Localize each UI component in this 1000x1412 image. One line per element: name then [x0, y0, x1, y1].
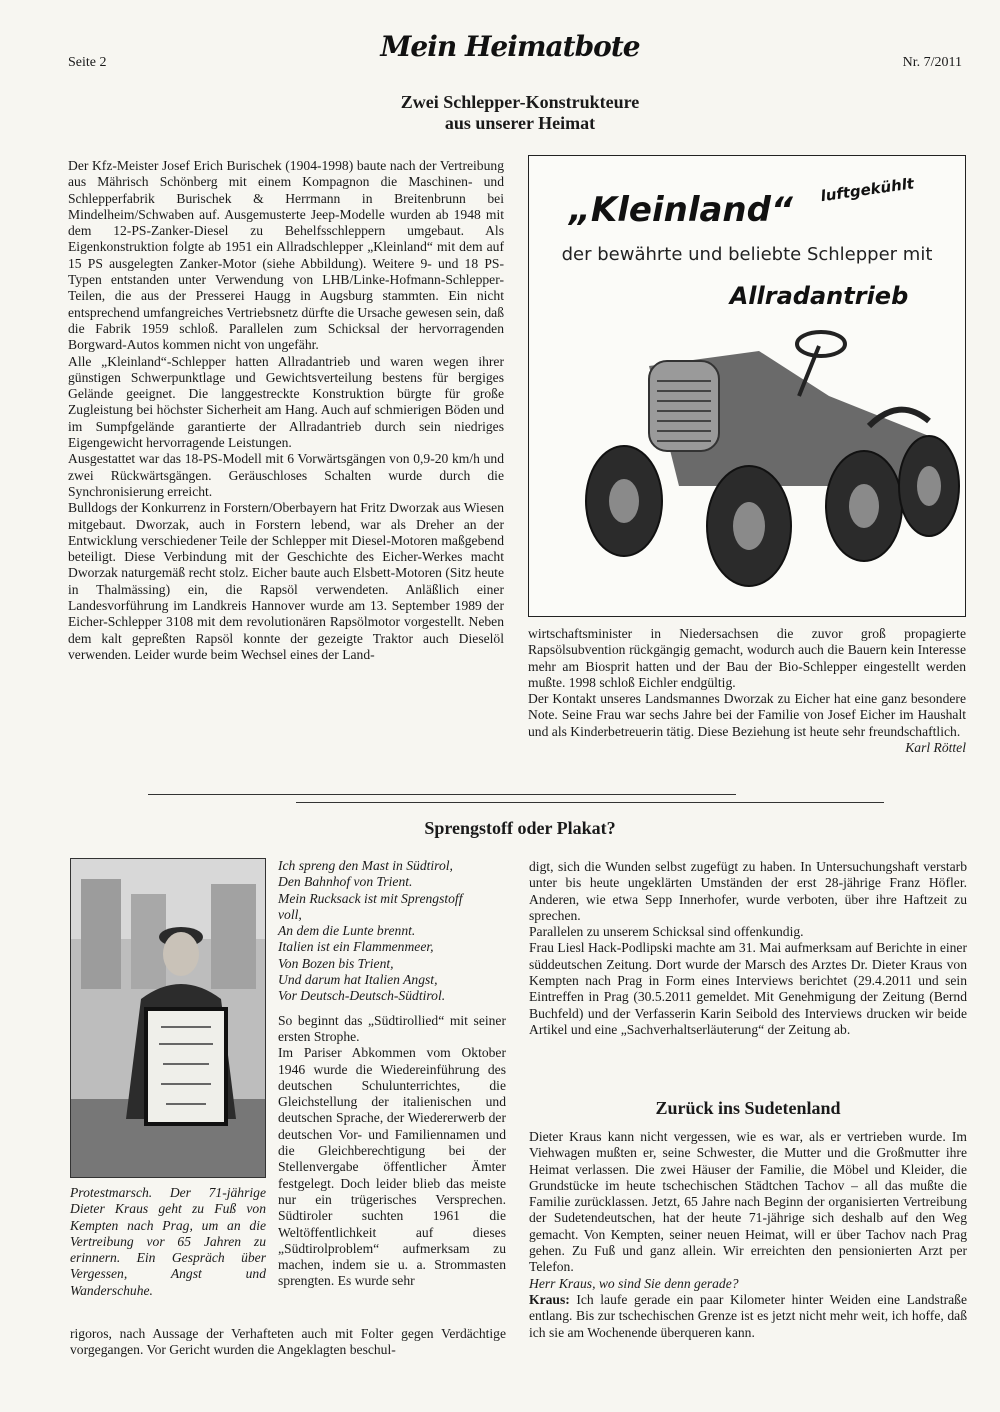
article2-right-column [529, 859, 967, 1038]
lyric-line: Den Bahnhof von Trient. [278, 874, 413, 890]
song-lyrics [278, 858, 506, 1005]
article2-paragraph: Parallelen zu unserem Schicksal sind offenkundig. [529, 924, 804, 940]
article1-paragraph: Bulldogs der Konkurrenz in Forstern/Oberbayern hat Fritz Dworzak aus Wiesen mitgebaut. Dworzak, auch in Forstern lebend, war als Dreher an der Entwicklung verschiedener Teile der Schlepper mit Diesel-Motoren maßgebend beteiligt. Diese Verbindung mit der Geschichte des Eicher-Werkes macht Dworzak naturgemäß recht stolz. Eicher baute auch Elsbett-Motoren (Sitz heute in Thalmässing) ein, die Rapsöl verwendeten. Anläßlich einer Landesvorführung im Landkreis Hannover wurde am 13. September 1989 der Eicher-Schlepper 3108 mit dem revolutionären Rapsölmotor vorgestellt. Neben dem kalt gepreßten Rapsöl konnte der gezeigte Traktor auch Dieselöl verwenden. Leider wurde beim Wechsel eines der Land- [68, 500, 504, 662]
ad-brand: „Kleinland“ [569, 190, 793, 230]
photo-caption: Protestmarsch. Der 71-jährige Dieter Kraus geht zu Fuß von Kempten nach Prag, um an die Vertreibung vor 65 Jahren zu erinnern. Ein Gespräch über Vergessen, Angst und Wanderschuhe. [70, 1185, 266, 1298]
protest-photo [70, 858, 266, 1178]
divider-line [296, 802, 884, 803]
article3-paragraph: Dieter Kraus kann nicht vergessen, wie es war, als er vertrieben wurde. Im Viehwagen mußten er, seine Schwester, die Mutter und die Großmutter ihre Heimat verlassen. Die zwei Häuser der Familie, die Möbel und Kleider, die Grundstücke im heute tschechischen Städtchen Tachov – all das mußte die Familie zurücklassen. Jetzt, 65 Jahre nach Beginn der organisierten Vertreibung der Sudetendeutschen, hat der heute 71-jährige sich deshalb auf den Weg gemacht. Von Kempten, seiner neuen Heimat, will er über Tachov nach Prag gehen. Zu Fuß und ganz allein. Wir erreichten den pensionierten Arzt per Telefon. [529, 1129, 967, 1275]
article1-title-line2: aus unserer Heimat [444, 113, 596, 133]
article1-paragraph: Der Kontakt unseres Landsmannes Dworzak zu Eicher hat eine ganz besondere Note. Seine Frau war sechs Jahre bei der Familie von Josef Eicher im Haushalt und als Kinderbetreuerin tätig. Diese Beziehung ist heute sehr freundschaftlich. [528, 691, 966, 739]
lyric-line: Von Bozen bis Trient, [278, 955, 394, 971]
lyric-line: Vor Deutsch-Deutsch-Südtirol. [278, 988, 446, 1004]
ad-slogan: der bewährte und beliebte Schlepper mit [561, 244, 933, 265]
article2-title: Sprengstoff oder Plakat? [424, 818, 616, 838]
article2-bottom-text: rigoros, nach Aussage der Verhafteten auch mit Folter gegen Verdächtige vorgegangen. Vor Gericht wurden die Angeklagten beschul- [70, 1326, 506, 1358]
interview-question: Herr Kraus, wo sind Sie denn gerade? [529, 1275, 739, 1291]
article1-paragraph: Ausgestattet war das 18-PS-Modell mit 6 Vorwärtsgängen von 0,9-20 km/h und zwei Rückwärtsgängen. Geräuschloses Schalten wurde durch die Synchronisierung erreicht. [68, 451, 504, 499]
author-signature: Karl Röttel [905, 740, 966, 756]
lyric-line: voll, [278, 906, 302, 922]
interview-answer [529, 1292, 967, 1341]
answer-text: Ich laufe gerade ein paar Kilometer hinter Weiden eine Landstraße entlang. Bis zur tschechischen Grenze ist es jetzt nicht mehr weit, ich hoffe, daß ich sie am Wochenende überqueren kann. [529, 1291, 967, 1340]
article1-paragraph: Alle „Kleinland“-Schlepper hatten Allradantrieb und waren wegen ihrer günstigen Schwerpunktlage und Gewichtsverteilung bestens für bergiges Gelände geeignet. Die langgestreckte Konstruktion bürgte für große Zugleistung bei höchster Sicherheit am Hang. Auch auf schmierigen Böden und im Sumpfgelände garantierte der Allradantrieb durch sein niedriges Eigengewicht hervorragende Leistungen. [68, 353, 504, 451]
article3-body [529, 1129, 967, 1341]
article1-right-column [528, 626, 966, 756]
article2-paragraph: Frau Liesl Hack-Podlipski machte am 31. Mai aufmerksam auf Berichte in einer süddeutschen Zeitung. Dort wurde der Marsch des Arztes Dr. Dieter Kraus von Kempten nach Prag in Form eines Interviews berichtet (29.4.2011 und sein Eintreffen in Prag (30.5.2011 gemeldet. Mit Genehmigung der Zeitung (Bernd Buchfeld) und der Verfasserin Karin Seibold des Interviews drucken wir beide Artikel und eine „Sachverhaltserläuterung“ der Zeitung ab. [529, 940, 967, 1037]
lyric-line: An dem die Lunte brennt. [278, 923, 416, 939]
article1-left-column [68, 158, 504, 663]
ad-feature: Allradantrieb [729, 282, 909, 310]
article2-paragraph: digt, sich die Wunden selbst zugefügt zu haben. In Untersuchungshaft verstarb unter bis heute ungeklärten Umständen der erst 28-jährige Franz Höfler. Anderen, wie etwa Sepp Innerhofer, wurde verboten, über ihre Haftzeit zu sprechen. [529, 859, 967, 923]
lyric-line: Italien ist ein Flammenmeer, [278, 939, 434, 955]
tractor-ad-graphic [529, 156, 965, 616]
lyric-line: Mein Rucksack ist mit Sprengstoff [278, 890, 463, 906]
masthead-logo: Mein Heimatbote [380, 30, 640, 63]
article2-middle-column [278, 858, 506, 1290]
lyric-line: Ich spreng den Mast in Südtirol, [278, 858, 453, 873]
article2-paragraph: So beginnt das „Südtirollied“ mit seiner ersten Strophe. [278, 1012, 506, 1044]
tractor-illustration [586, 332, 959, 586]
lyric-line: Und darum hat Italien Angst, [278, 972, 438, 988]
article1-paragraph: wirtschaftsminister in Niedersachsen die zuvor groß propagierte Rapsölsubvention rückgängig gemacht, wodurch auch die Bauern kein Interesse mehr am Biosprit hatten und der Bau der Bio-Schlepper eingestellt werden mußte. 1998 schloß Eichler endgültig. [528, 626, 966, 690]
article3-title: Zurück ins Sudetenland [655, 1098, 841, 1118]
article1-paragraph-with-author [528, 691, 966, 756]
ad-tag: luftgekühlt [819, 174, 916, 206]
page-number: Seite 2 [68, 55, 107, 70]
article1-title [300, 92, 740, 134]
divider-line [148, 794, 736, 795]
article2-paragraph: Im Pariser Abkommen vom Oktober 1946 wurde die Wiedereinführung des deutschen Schulunterrichtes, die Gleichstellung der italienischen und deutschen Sprache, der Wiedererwerb der deutschen Vor- und Familiennamen und die Gleichberechtigung bei der Stellenvergabe öffentlicher Ämter festgelegt. Doch leider blieb das meiste nur ein trügerisches Versprechen. Südtiroler suchten 1961 die Weltöffentlichkeit auf dieses „Südtirolproblem“ aufmerksam zu machen, indem sie u. a. Strommasten sprengten. Es wurde sehr [278, 1045, 506, 1289]
answer-speaker: Kraus: [529, 1291, 570, 1307]
article1-paragraph: Der Kfz-Meister Josef Erich Burischek (1904-1998) baute nach der Vertreibung aus Mährisch Schönberg mit einem Kompagnon die Maschinen- und Schlepperfabrik Burischek & Herrmann in Breitenbrunn bei Mindelheim/Schwaben auf. Ausgemusterte Jeep-Modelle wurden ab 1948 mit dem 12-PS-Zanker-Diesel zu Behelfsschleppern umgebaut. Als Eigenkonstruktion folgte ab 1951 ein Allradschlepper „Kleinland“ mit dem auf 15 PS ausgelegten Zanker-Motor (siehe Abbildung). Weitere 9- und 18 PS-Typen entstanden unter Verwendung von LHB/Linke-Hofmann-Schlepper-Teilen, die aus der Presserei Haugg in Augsburg stammten. Ein nicht entsprechend umfangreiches Vertriebsnetz dürfte die Ursache gewesen sein, daß die Fabrik 1959 schloß. Parallelen zum Schicksal der hervorragenden Borgward-Autos kommen nicht von ungefähr. [68, 158, 504, 353]
issue-number: Nr. 7/2011 [902, 55, 962, 70]
tractor-advertisement [528, 155, 966, 617]
article1-title-line1: Zwei Schlepper-Konstrukteure [400, 92, 640, 112]
